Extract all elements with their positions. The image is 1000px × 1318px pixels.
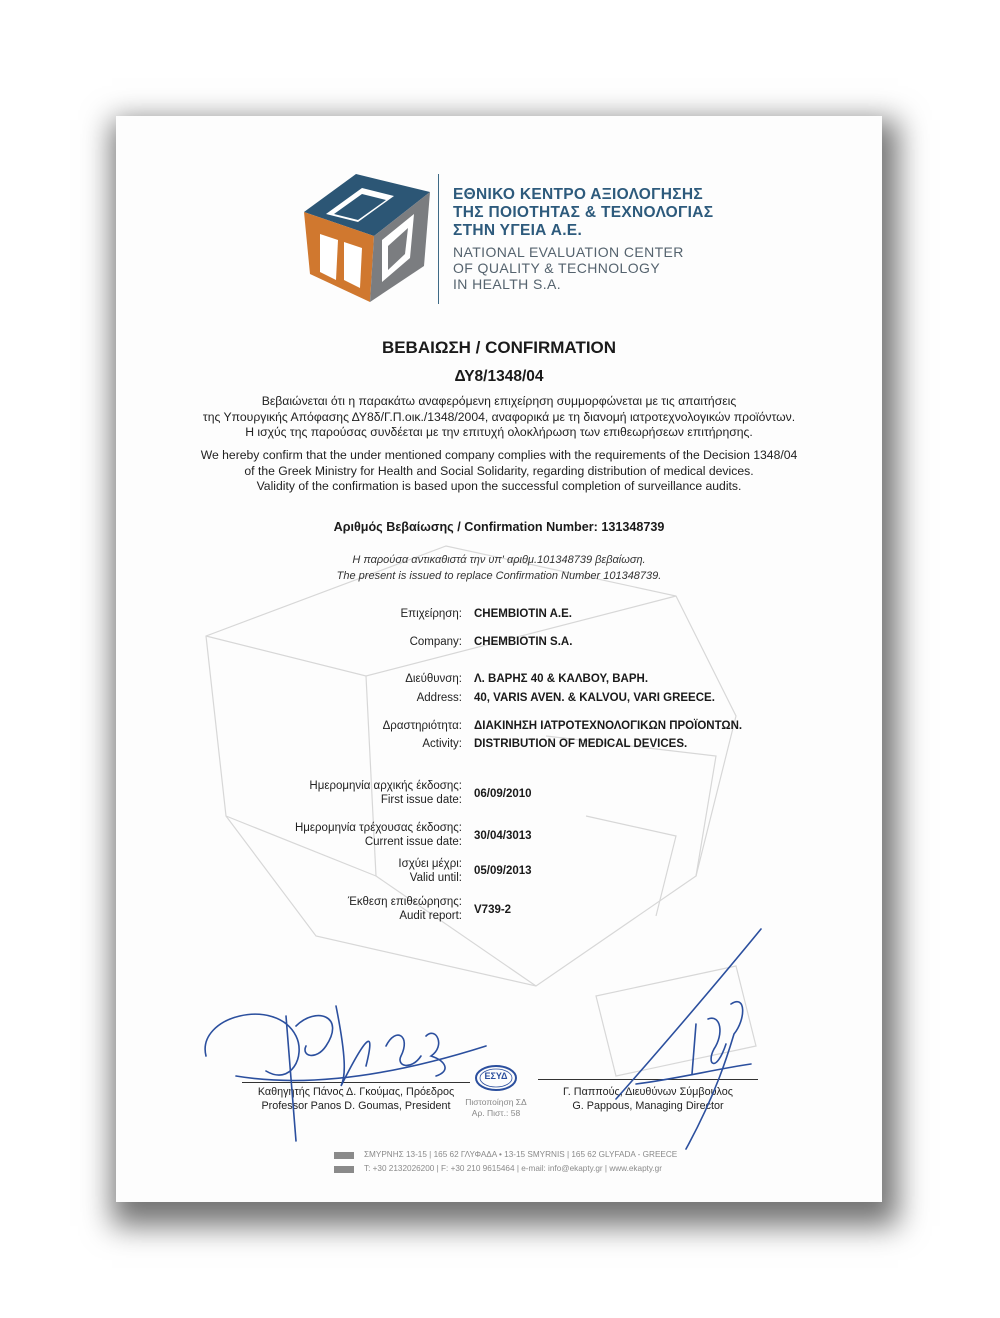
director-caption: Γ. Παππούς, Διευθύνων Σύμβουλος G. Pappous, Managing Director [563, 1086, 733, 1112]
company-en-value: CHEMBIOTIN S.A. [474, 636, 573, 648]
valid-until-value: 05/09/2013 [474, 865, 532, 877]
activity-gr-label: Δραστηριότητα: [382, 720, 462, 732]
current-issue-label: Ημερομηνία τρέχουσας έκδοσης: Current issue date: [294, 822, 462, 848]
esyd-accreditation: Πιστοποίηση ΣΔ Αρ. Πιστ.: 58 [465, 1097, 527, 1118]
current-issue-value: 30/04/3013 [474, 830, 532, 842]
audit-report-value: V739-2 [474, 904, 512, 916]
footer-bar-bottom [334, 1166, 354, 1173]
greek-statement: Βεβαιώνεται ότι η παρακάτω αναφερόμενη επιχείρηση συμμορφώνεται με τις απαιτήσεις της Υπουργικής Απόφασης ΔΥ8δ/Γ.Π.οικ./1348/2004, αναφορικά με τη διανομή ιατροτεχνολογικών προϊόντων. Η ισχύς της παρούσας συνδέεται με την επιτυχή ολοκλήρωση των επιθεωρήσεων επιτήρησης. [202, 394, 796, 439]
address-gr-label: Διεύθυνση: [405, 673, 462, 685]
audit-report-label: Έκθεση επιθεώρησης: Audit report: [347, 896, 462, 922]
certificate-page [116, 116, 882, 1202]
replacement-note: Η παρούσα αντικαθιστά την υπ' αριθμ.101348739 βεβαίωση. The present is issued to replace Confirmation Number 101348739. [336, 554, 662, 582]
company-en-label: Company: [409, 636, 462, 648]
first-issue-value: 06/09/2010 [474, 788, 532, 800]
valid-until-label: Ισχύει μέχρι: Valid until: [398, 858, 462, 884]
ekapty-logo-icon [304, 174, 430, 302]
company-gr-value: CHEMBIOTIN A.E. [474, 608, 572, 620]
decision-number: ΔΥ8/1348/04 [454, 368, 544, 385]
footer-bar-top [334, 1152, 354, 1159]
logo-divider [438, 174, 439, 304]
president-caption: Καθηγητής Πάνος Δ. Γκούμας, Πρόεδρος Professor Panos D. Goumas, President [257, 1086, 455, 1112]
address-gr-value: Λ. ΒΑΡΗΣ 40 & ΚΑΛΒΟΥ, ΒΑΡΗ. [474, 673, 649, 685]
esyd-mark-text: ΕΣΥΔ [484, 1071, 508, 1081]
english-statement: We hereby confirm that the under mentioned company complies with the requirements of the Decision 1348/04 of the Greek Ministry for Health and Social Solidarity, regarding distribution of medical devices. Validity of the confirmation is based upon the successful completion of surveillance audits. [200, 448, 798, 493]
footer-address: ΣΜΥΡΝΗΣ 13-15 | 165 62 ΓΛΥΦΑΔΑ • 13-15 SMYRNIS | 165 62 GLYFADA - GREECE [364, 1150, 678, 1159]
document-title: ΒΕΒΑΙΩΣΗ / CONFIRMATION [381, 338, 617, 357]
address-en-label: Address: [416, 692, 462, 704]
activity-en-value: DISTRIBUTION OF MEDICAL DEVICES. [474, 738, 688, 750]
director-signature [596, 924, 766, 1154]
logo-english-name: NATIONAL EVALUATION CENTER OF QUALITY & TECHNOLOGY IN HEALTH S.A. [453, 244, 684, 292]
confirmation-number: Αριθμός Βεβαίωσης / Confirmation Number: 131348739 [333, 520, 665, 534]
company-gr-label: Επιχείρηση: [400, 608, 462, 620]
first-issue-label: Ημερομηνία αρχικής έκδοσης: First issue date: [309, 780, 462, 806]
activity-gr-value: ΔΙΑΚΙΝΗΣΗ ΙΑΤΡΟΤΕΧΝΟΛΟΓΙΚΩΝ ΠΡΟΪΟΝΤΩΝ. [474, 720, 743, 732]
address-en-value: 40, VARIS AVEN. & KALVOU, VARI GREECE. [474, 692, 715, 704]
footer-contact: T: +30 2132026200 | F: +30 210 9615464 | e-mail: info@ekapty.gr | www.ekapty.gr [364, 1164, 662, 1173]
activity-en-label: Activity: [422, 738, 462, 750]
president-signature [196, 976, 496, 1146]
logo-greek-name: ΕΘΝΙΚΟ ΚΕΝΤΡΟ ΑΞΙΟΛΟΓΗΣΗΣ ΤΗΣ ΠΟΙΟΤΗΤΑΣ & ΤΕΧΝΟΛΟΓΙΑΣ ΣΤΗΝ ΥΓΕΙΑ Α.Ε. [453, 186, 714, 239]
